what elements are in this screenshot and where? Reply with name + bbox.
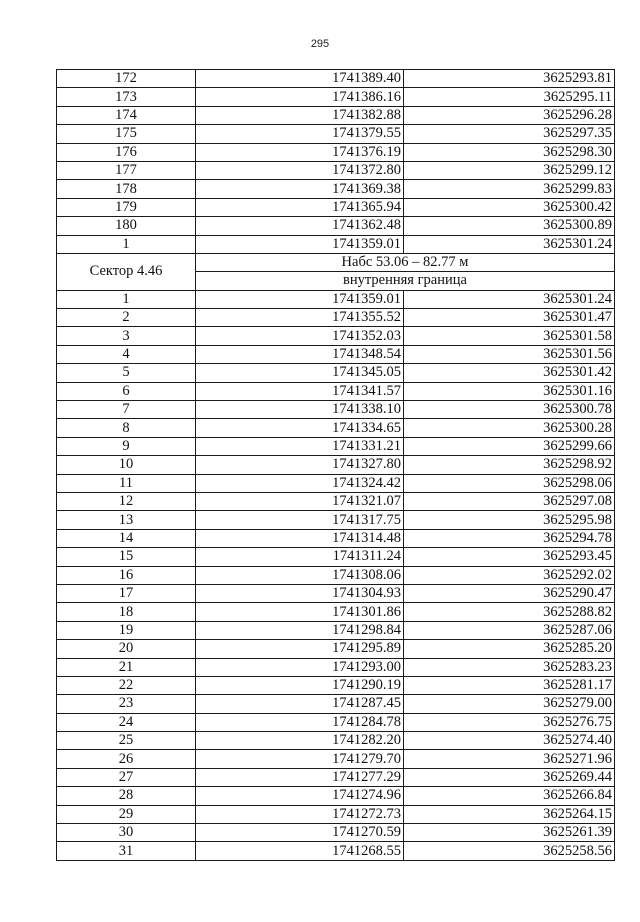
coordinate-y: 3625294.78 <box>404 529 615 547</box>
point-number: 179 <box>57 198 196 216</box>
point-number: 1 <box>57 235 196 253</box>
point-number: 4 <box>57 345 196 363</box>
point-number: 14 <box>57 529 196 547</box>
point-number: 28 <box>57 787 196 805</box>
coordinate-y: 3625300.28 <box>404 419 615 437</box>
coordinate-x: 1741282.20 <box>196 732 404 750</box>
coordinate-x: 1741365.94 <box>196 198 404 216</box>
coordinate-y: 3625293.45 <box>404 548 615 566</box>
coordinate-x: 1741369.38 <box>196 180 404 198</box>
coordinate-x: 1741382.88 <box>196 106 404 124</box>
coordinate-x: 1741311.24 <box>196 548 404 566</box>
table-row <box>57 492 615 510</box>
coordinate-y: 3625298.92 <box>404 456 615 474</box>
rows-before-sector <box>57 70 615 254</box>
point-number: 22 <box>57 676 196 694</box>
coordinate-y: 3625293.81 <box>404 70 615 88</box>
table-row <box>57 70 615 88</box>
table-row <box>57 198 615 216</box>
table-row <box>57 713 615 731</box>
point-number: 21 <box>57 658 196 676</box>
point-number: 174 <box>57 106 196 124</box>
table-row <box>57 805 615 823</box>
coordinate-y: 3625301.56 <box>404 345 615 363</box>
coordinate-y: 3625299.12 <box>404 161 615 179</box>
coordinate-y: 3625299.83 <box>404 180 615 198</box>
coordinate-x: 1741359.01 <box>196 235 404 253</box>
table-row <box>57 584 615 602</box>
point-number: 12 <box>57 492 196 510</box>
coordinate-y: 3625287.06 <box>404 621 615 639</box>
table-row <box>57 309 615 327</box>
coordinate-y: 3625297.08 <box>404 492 615 510</box>
coordinate-x: 1741295.89 <box>196 640 404 658</box>
table-row <box>57 235 615 253</box>
coordinate-y: 3625276.75 <box>404 713 615 731</box>
coordinate-y: 3625300.78 <box>404 401 615 419</box>
coordinate-y: 3625281.17 <box>404 676 615 694</box>
table-row <box>57 364 615 382</box>
coordinate-y: 3625264.15 <box>404 805 615 823</box>
coordinate-y: 3625301.58 <box>404 327 615 345</box>
coordinate-x: 1741386.16 <box>196 88 404 106</box>
table-row <box>57 842 615 860</box>
coordinate-x: 1741389.40 <box>196 70 404 88</box>
coordinate-y: 3625285.20 <box>404 640 615 658</box>
sector-name: Сектор 4.46 <box>57 253 196 290</box>
point-number: 26 <box>57 750 196 768</box>
point-number: 10 <box>57 456 196 474</box>
coordinate-x: 1741304.93 <box>196 584 404 602</box>
coordinate-y: 3625298.30 <box>404 143 615 161</box>
point-number: 13 <box>57 511 196 529</box>
coordinate-x: 1741345.05 <box>196 364 404 382</box>
point-number: 1 <box>57 290 196 308</box>
table-row <box>57 824 615 842</box>
coordinate-y: 3625288.82 <box>404 603 615 621</box>
coordinate-y: 3625301.47 <box>404 309 615 327</box>
table-row <box>57 106 615 124</box>
point-number: 15 <box>57 548 196 566</box>
coordinate-x: 1741359.01 <box>196 290 404 308</box>
table-row <box>57 327 615 345</box>
coordinate-y: 3625283.23 <box>404 658 615 676</box>
table-row <box>57 566 615 584</box>
coordinate-x: 1741321.07 <box>196 492 404 510</box>
table-row <box>57 529 615 547</box>
coordinate-x: 1741301.86 <box>196 603 404 621</box>
point-number: 31 <box>57 842 196 860</box>
table-row <box>57 787 615 805</box>
coordinate-x: 1741355.52 <box>196 309 404 327</box>
point-number: 20 <box>57 640 196 658</box>
table-row <box>57 217 615 235</box>
coordinate-y: 3625300.42 <box>404 198 615 216</box>
point-number: 17 <box>57 584 196 602</box>
coordinate-y: 3625301.24 <box>404 235 615 253</box>
point-number: 29 <box>57 805 196 823</box>
coordinate-x: 1741290.19 <box>196 676 404 694</box>
table-row <box>57 511 615 529</box>
coordinate-x: 1741348.54 <box>196 345 404 363</box>
coordinate-y: 3625296.28 <box>404 106 615 124</box>
coordinate-x: 1741331.21 <box>196 437 404 455</box>
coordinate-x: 1741352.03 <box>196 327 404 345</box>
table-row <box>57 437 615 455</box>
table-row <box>57 474 615 492</box>
point-number: 175 <box>57 125 196 143</box>
table-row <box>57 548 615 566</box>
coordinate-x: 1741338.10 <box>196 401 404 419</box>
coordinate-x: 1741372.80 <box>196 161 404 179</box>
point-number: 19 <box>57 621 196 639</box>
coordinate-x: 1741334.65 <box>196 419 404 437</box>
point-number: 16 <box>57 566 196 584</box>
table-row <box>57 290 615 308</box>
point-number: 30 <box>57 824 196 842</box>
coordinate-x: 1741293.00 <box>196 658 404 676</box>
point-number: 5 <box>57 364 196 382</box>
sector-header-row <box>57 253 615 271</box>
coordinate-x: 1741272.73 <box>196 805 404 823</box>
coordinate-y: 3625266.84 <box>404 787 615 805</box>
point-number: 11 <box>57 474 196 492</box>
point-number: 177 <box>57 161 196 179</box>
coordinate-x: 1741327.80 <box>196 456 404 474</box>
coordinate-y: 3625301.42 <box>404 364 615 382</box>
coordinate-y: 3625292.02 <box>404 566 615 584</box>
table-row <box>57 750 615 768</box>
table-row <box>57 419 615 437</box>
page-number: 295 <box>310 38 330 50</box>
coordinate-x: 1741308.06 <box>196 566 404 584</box>
table-row <box>57 401 615 419</box>
point-number: 27 <box>57 768 196 786</box>
coordinate-x: 1741324.42 <box>196 474 404 492</box>
coordinate-x: 1741379.55 <box>196 125 404 143</box>
coordinate-y: 3625295.11 <box>404 88 615 106</box>
coordinate-x: 1741376.19 <box>196 143 404 161</box>
coordinate-y: 3625269.44 <box>404 768 615 786</box>
table-row <box>57 658 615 676</box>
table-row <box>57 125 615 143</box>
coordinate-y: 3625261.39 <box>404 824 615 842</box>
sector-height-range: Набс 53.06 – 82.77 м <box>196 253 615 271</box>
point-number: 176 <box>57 143 196 161</box>
point-number: 178 <box>57 180 196 198</box>
coordinate-x: 1741298.84 <box>196 621 404 639</box>
table-row <box>57 345 615 363</box>
coordinate-y: 3625271.96 <box>404 750 615 768</box>
coordinate-y: 3625300.89 <box>404 217 615 235</box>
point-number: 6 <box>57 382 196 400</box>
coordinate-x: 1741314.48 <box>196 529 404 547</box>
coordinate-x: 1741341.57 <box>196 382 404 400</box>
coordinates-table <box>56 69 615 861</box>
coordinate-x: 1741270.59 <box>196 824 404 842</box>
point-number: 3 <box>57 327 196 345</box>
coordinate-y: 3625297.35 <box>404 125 615 143</box>
point-number: 172 <box>57 70 196 88</box>
sector-header <box>57 253 615 290</box>
table-row <box>57 456 615 474</box>
coordinate-x: 1741277.29 <box>196 768 404 786</box>
coordinate-x: 1741287.45 <box>196 695 404 713</box>
table-row <box>57 161 615 179</box>
coordinate-x: 1741317.75 <box>196 511 404 529</box>
rows-after-sector <box>57 290 615 860</box>
coordinate-y: 3625298.06 <box>404 474 615 492</box>
table-row <box>57 88 615 106</box>
table-row <box>57 768 615 786</box>
coordinate-y: 3625301.24 <box>404 290 615 308</box>
point-number: 24 <box>57 713 196 731</box>
point-number: 8 <box>57 419 196 437</box>
table-row <box>57 143 615 161</box>
coordinate-y: 3625258.56 <box>404 842 615 860</box>
point-number: 18 <box>57 603 196 621</box>
table-row <box>57 732 615 750</box>
point-number: 173 <box>57 88 196 106</box>
point-number: 9 <box>57 437 196 455</box>
coordinate-x: 1741284.78 <box>196 713 404 731</box>
coordinate-x: 1741274.96 <box>196 787 404 805</box>
point-number: 2 <box>57 309 196 327</box>
coordinate-y: 3625279.00 <box>404 695 615 713</box>
table-row <box>57 180 615 198</box>
coordinate-y: 3625290.47 <box>404 584 615 602</box>
table-row <box>57 695 615 713</box>
table-row <box>57 603 615 621</box>
table-row <box>57 382 615 400</box>
coordinate-x: 1741362.48 <box>196 217 404 235</box>
coordinate-x: 1741268.55 <box>196 842 404 860</box>
point-number: 25 <box>57 732 196 750</box>
coordinate-y: 3625274.40 <box>404 732 615 750</box>
point-number: 180 <box>57 217 196 235</box>
table-row <box>57 640 615 658</box>
coordinate-y: 3625301.16 <box>404 382 615 400</box>
point-number: 7 <box>57 401 196 419</box>
coordinate-x: 1741279.70 <box>196 750 404 768</box>
sector-boundary-label: внутренняя граница <box>196 272 615 290</box>
coordinate-y: 3625299.66 <box>404 437 615 455</box>
coordinate-y: 3625295.98 <box>404 511 615 529</box>
point-number: 23 <box>57 695 196 713</box>
table-row <box>57 676 615 694</box>
table-row <box>57 621 615 639</box>
